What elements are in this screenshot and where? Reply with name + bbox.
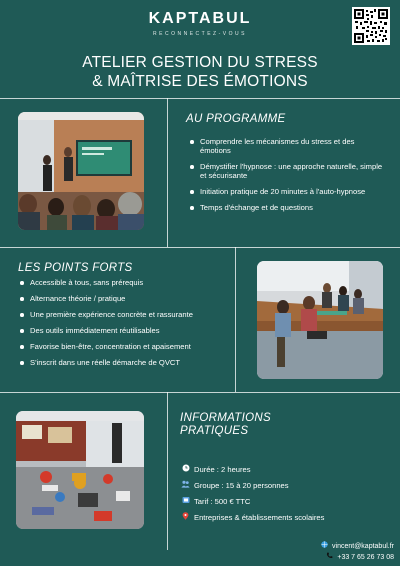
- title-line-2: & MAÎTRISE DES ÉMOTIONS: [92, 73, 308, 90]
- title-line-1: ATELIER GESTION DU STRESS: [82, 54, 318, 71]
- divider: [0, 98, 400, 99]
- list-item: Temps d'échange et de questions: [189, 203, 385, 212]
- phone-icon: [325, 552, 333, 563]
- info-text: Durée : 2 heures: [194, 464, 251, 474]
- group-icon: [181, 480, 190, 490]
- contact-phone[interactable]: [320, 552, 394, 563]
- list-item: Favorise bien-être, concentration et apaisement: [19, 342, 224, 351]
- list-item: Des outils immédiatement réutilisables: [19, 326, 224, 335]
- qr-code-icon: [354, 9, 388, 43]
- phone-number[interactable]: +33 7 65 26 73 08: [337, 554, 394, 561]
- list-item: Comprendre les mécanismes du stress et des émotions: [189, 137, 385, 155]
- price-tag-icon: [181, 496, 190, 506]
- practical-info: [181, 461, 324, 525]
- participants-photo: [257, 261, 383, 379]
- brand-tagline: RECONNECTEZ-VOUS: [153, 31, 247, 37]
- brand-header: [0, 10, 400, 37]
- divider: [235, 247, 236, 392]
- workshop-presentation-photo: [18, 112, 144, 230]
- contact-email[interactable]: [320, 541, 394, 552]
- globe-icon: [320, 541, 328, 552]
- list-item: Initiation pratique de 20 minutes à l'auto-hypnose: [189, 187, 385, 196]
- contact-block: [320, 541, 394, 563]
- info-group: [181, 477, 324, 493]
- info-text: Groupe : 15 à 20 personnes: [194, 480, 289, 490]
- points-heading: LES POINTS FORTS: [18, 262, 133, 274]
- info-price: [181, 493, 324, 509]
- brand-logo: KAPTABUL: [148, 10, 252, 27]
- workshop-room-photo: [16, 411, 144, 529]
- divider: [0, 392, 400, 393]
- info-text: Entreprises & établissements scolaires: [194, 512, 325, 522]
- divider: [167, 392, 168, 550]
- points-list: [19, 278, 224, 374]
- list-item: Démystifier l'hypnose : une approche naturelle, simple et sécurisante: [189, 162, 385, 180]
- divider: [167, 98, 168, 247]
- info-location: [181, 509, 324, 525]
- clock-icon: [181, 464, 190, 474]
- divider: [0, 247, 400, 248]
- info-text: Tarif : 500 € TTC: [194, 496, 251, 506]
- infos-heading: [180, 412, 271, 438]
- workshop-title: [0, 53, 400, 91]
- list-item: S'inscrit dans une réelle démarche de QVCT: [19, 358, 224, 367]
- infos-heading-line-1: INFORMATIONS: [180, 412, 271, 424]
- list-item: Accessible à tous, sans prérequis: [19, 278, 224, 287]
- location-pin-icon: [181, 512, 190, 522]
- info-duration: [181, 461, 324, 477]
- list-item: Une première expérience concrète et rassurante: [19, 310, 224, 319]
- list-item: Alternance théorie / pratique: [19, 294, 224, 303]
- qr-code[interactable]: [352, 7, 390, 45]
- programme-heading: AU PROGRAMME: [186, 113, 286, 125]
- email-link[interactable]: vincent@kaptabul.fr: [332, 543, 394, 550]
- infos-heading-line-2: PRATIQUES: [180, 425, 249, 437]
- programme-list: [189, 137, 385, 219]
